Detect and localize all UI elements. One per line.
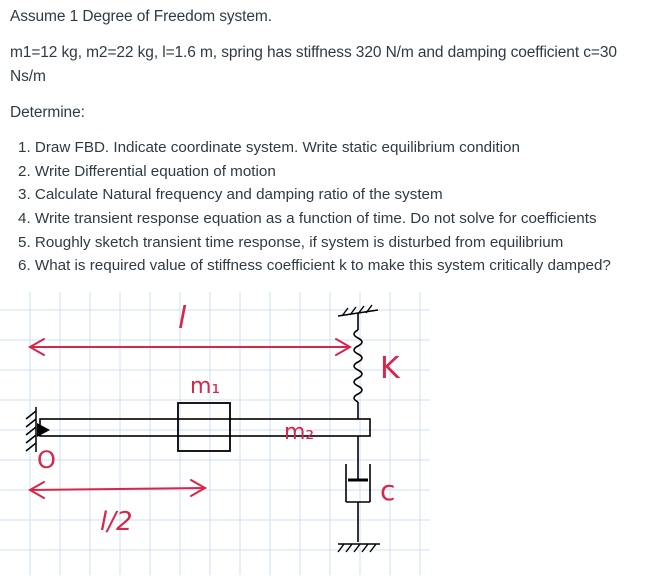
half-length-label: l/2 xyxy=(100,507,133,537)
mass-1-block xyxy=(178,403,230,451)
task-item-2: 2. Write Differential equation of motion xyxy=(18,162,276,180)
task-item-3: 3. Calculate Natural frequency and damping ratio of the system xyxy=(18,186,443,204)
task-item-6: 6. What is required value of stiffness coefficient k to make this system critically damped? xyxy=(18,257,611,275)
ground-hatch xyxy=(338,544,380,552)
problem-intro: Assume 1 Degree of Freedom system. xyxy=(10,8,272,25)
length-label: l xyxy=(178,301,187,336)
mass-1-label: m₁ xyxy=(190,374,221,399)
spring xyxy=(354,314,362,419)
pivot-pin xyxy=(37,423,50,437)
task-list xyxy=(18,139,611,281)
task-item-4: 4. Write transient response equation as a function of time. Do not solve for coefficients xyxy=(18,210,597,228)
damper-label: c xyxy=(380,474,396,507)
problem-parameters-line-1: m1=12 kg, m2=22 kg, l=1.6 m, spring has stiffness 320 N/m and damping coefficient c=30 xyxy=(10,44,617,61)
grid-paper xyxy=(0,292,430,575)
mechanism-figure xyxy=(0,292,651,575)
task-item-5: 5. Roughly sketch transient time response, if system is disturbed from equilibrium xyxy=(18,233,564,251)
problem-parameters-line-2: Ns/m xyxy=(10,68,46,85)
mass-2-label: m₂ xyxy=(284,420,315,445)
spring-label: K xyxy=(380,351,400,386)
length-arrow xyxy=(30,339,350,355)
determine-label: Determine: xyxy=(10,104,85,121)
mechanism-diagram xyxy=(0,292,651,575)
damper xyxy=(346,436,370,542)
task-item-1: 1. Draw FBD. Indicate coordinate system. Write static equilibrium condition xyxy=(18,139,520,156)
pivot-label: O xyxy=(37,446,56,474)
half-length-arrow xyxy=(30,480,205,498)
